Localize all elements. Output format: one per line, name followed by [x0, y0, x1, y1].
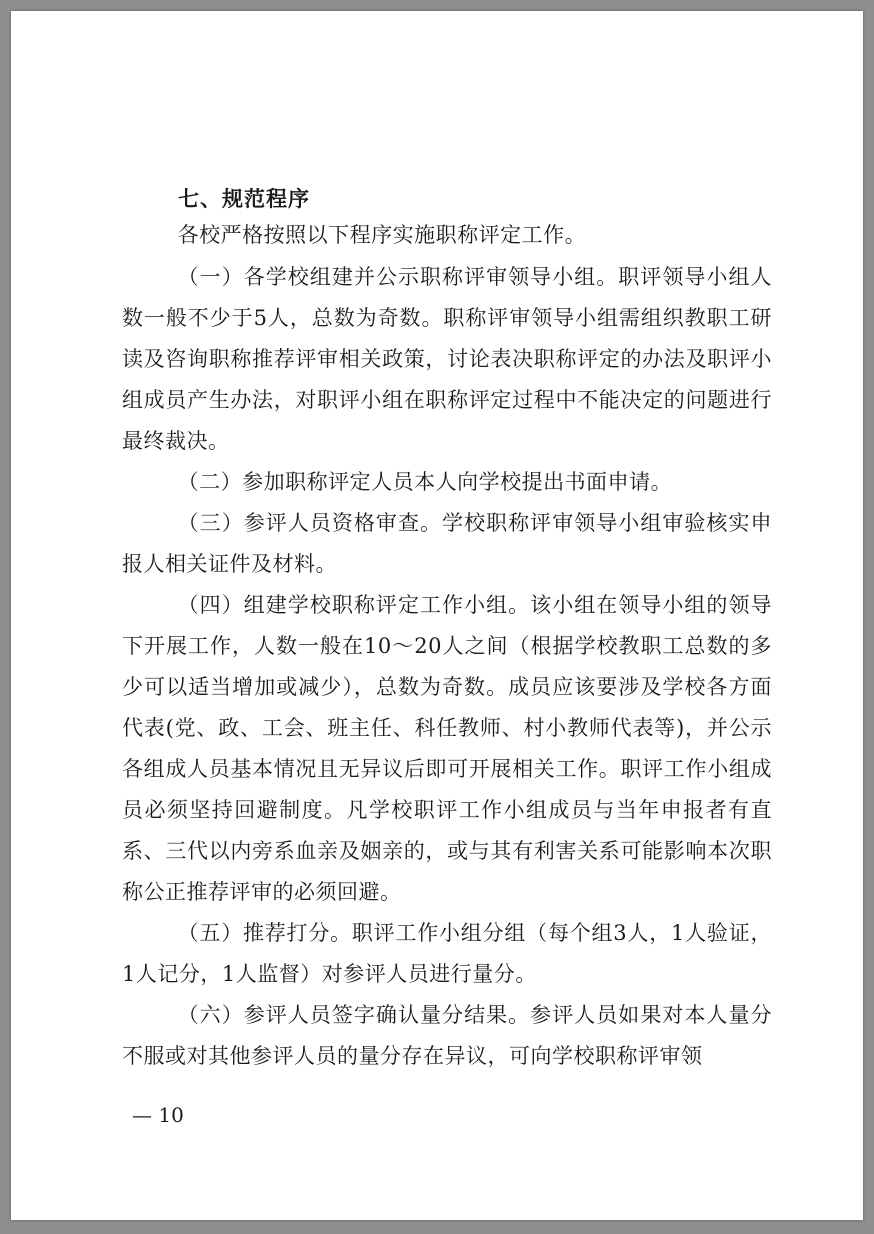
paragraph-step-2: （二）参加职称评定人员本人向学校提出书面申请。 [177, 470, 673, 494]
paragraph-step-3: （三）参评人员资格审查。学校职称评审领导小组审验核实申报人相关证件及材料。 [122, 511, 772, 576]
document-page [11, 11, 863, 1220]
paragraph-step-5: （五）推荐打分。职评工作小组分组（每个组3人，1人验证，1人记分，1人监督）对参评人员进行量分。 [122, 921, 772, 986]
paragraph-step-6: （六）参评人员签字确认量分结果。参评人员如果对本人量分不服或对其他参评人员的量分存在异议，可向学校职称评审领 [122, 1003, 772, 1068]
section-heading: 七、规范程序 [178, 187, 310, 211]
paragraph-step-1: （一）各学校组建并公示职称评审领导小组。职评领导小组人数一般不少于5人，总数为奇数。职称评审领导小组需组织教职工研读及咨询职称推荐评审相关政策，讨论表决职称评定的办法及职评小组成员产生办法，对职评小组在职称评定过程中不能决定的问题进行最终裁决。 [122, 265, 772, 453]
document-body [122, 181, 772, 1077]
intro-paragraph: 各校严格按照以下程序实施职称评定工作。 [177, 223, 587, 247]
paragraph-step-4: （四）组建学校职称评定工作小组。该小组在领导小组的领导下开展工作，人数一般在10～20人之间（根据学校教职工总数的多少可以适当增加或减少），总数为奇数。成员应该要涉及学校各方面代表(党、政、工会、班主任、科任教师、村小教师代表等)，并公示各组成人员基本情况且无异议后即可开展相关工作。职评工作小组成员必须坚持回避制度。凡学校职评工作小组成员与当年申报者有直系、三代以内旁系血亲及姻亲的，或与其有利害关系可能影响本次职称公正推荐评审的必须回避。 [122, 593, 772, 904]
page-number: — 10 [132, 1103, 184, 1127]
